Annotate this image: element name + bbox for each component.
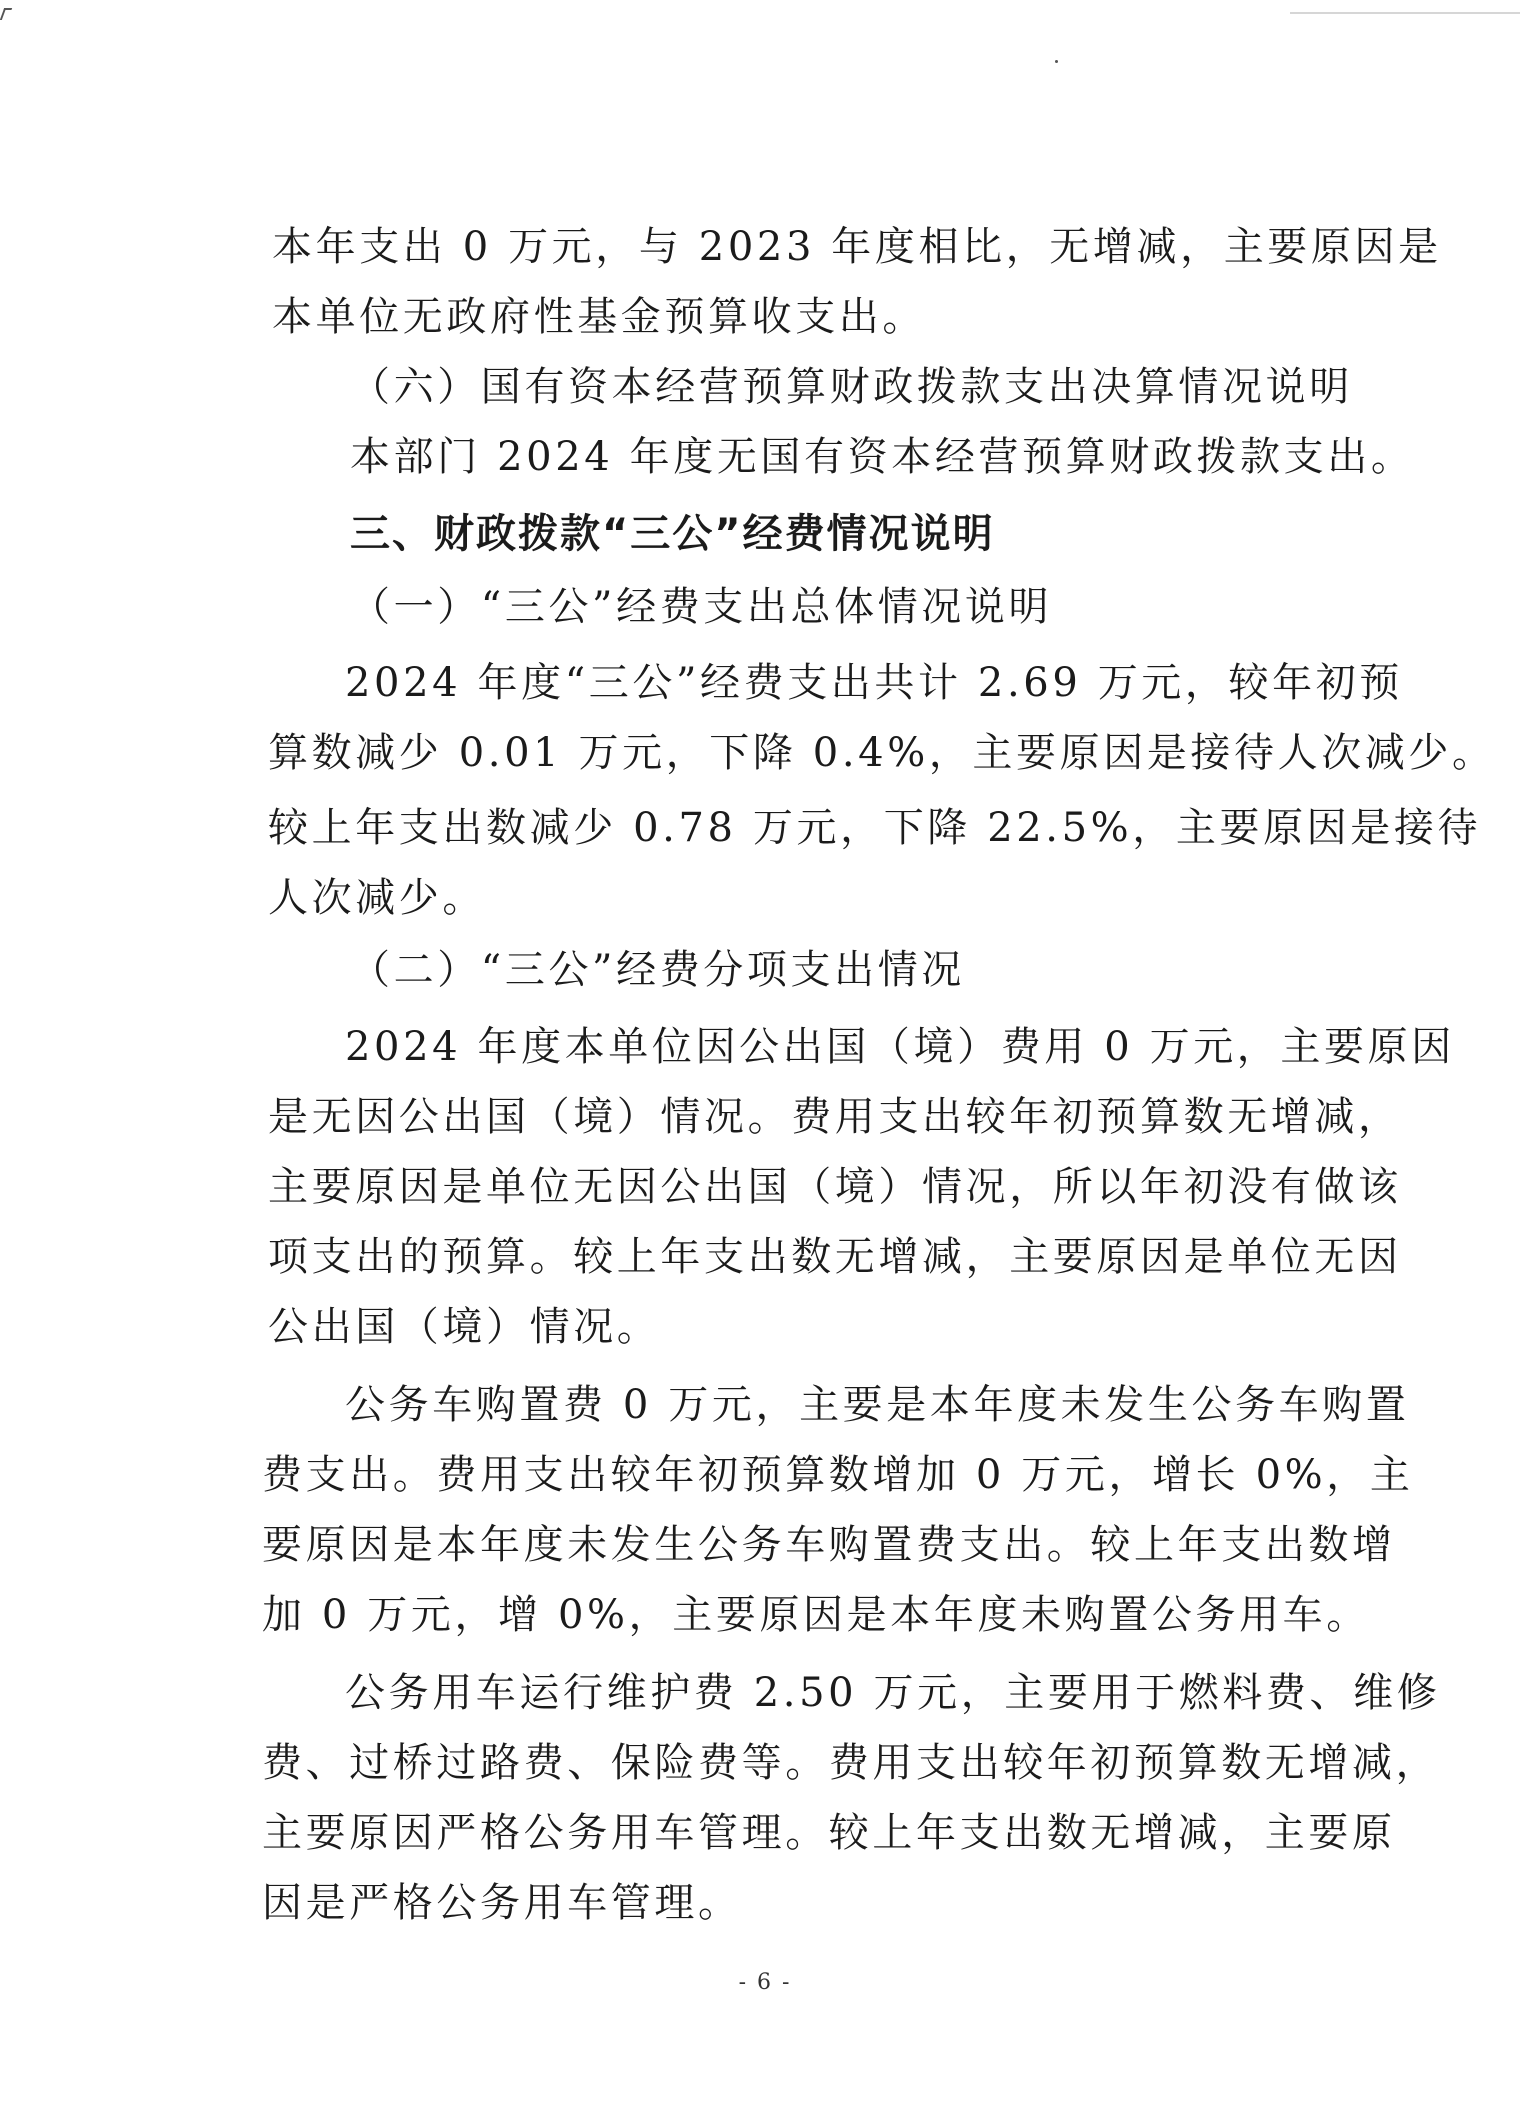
text-line-18: 费支出。费用支出较年初预算数增加 0 万元，增长 0%，主 <box>262 1452 1414 1498</box>
text-line-22: 费、过桥过路费、保险费等。费用支出较年初预算数无增减， <box>262 1740 1440 1786</box>
text-line-24: 因是严格公务用车管理。 <box>262 1880 742 1926</box>
scan-speck <box>1055 60 1058 63</box>
text-line-16: 公出国（境）情况。 <box>268 1304 661 1350</box>
text-line-17: 公务车购置费 0 万元，主要是本年度未发生公务车购置 <box>345 1382 1410 1428</box>
text-line-14: 主要原因是单位无因公出国（境）情况，所以年初没有做该 <box>268 1164 1402 1210</box>
text-line-4: 本部门 2024 年度无国有资本经营预算财政拨款支出。 <box>350 434 1415 480</box>
section-heading-6: （六）国有资本经营预算财政拨款支出决算情况说明 <box>350 364 1353 410</box>
chapter-heading-3: 三、财政拨款“三公”经费情况说明 <box>350 511 995 557</box>
text-line-23: 主要原因严格公务用车管理。较上年支出数无增减，主要原 <box>262 1810 1396 1856</box>
text-line-8: 算数减少 0.01 万元，下降 0.4%，主要原因是接待人次减少。 <box>268 730 1496 776</box>
text-line-10: 人次减少。 <box>268 875 486 921</box>
section-heading-2: （二）“三公”经费分项支出情况 <box>350 947 965 993</box>
text-line-12: 2024 年度本单位因公出国（境）费用 0 万元，主要原因 <box>345 1024 1455 1070</box>
text-line-19: 要原因是本年度未发生公务车购置费支出。较上年支出数增 <box>262 1522 1396 1568</box>
text-line-7: 2024 年度“三公”经费支出共计 2.69 万元，较年初预 <box>345 660 1403 706</box>
text-line-20: 加 0 万元，增 0%，主要原因是本年度未购置公务用车。 <box>262 1592 1370 1638</box>
section-heading-1: （一）“三公”经费支出总体情况说明 <box>350 584 1053 630</box>
text-line-9: 较上年支出数减少 0.78 万元，下降 22.5%，主要原因是接待 <box>268 805 1482 851</box>
scan-mark <box>0 8 12 20</box>
text-line-15: 项支出的预算。较上年支出数无增减，主要原因是单位无因 <box>268 1234 1402 1280</box>
text-line-21: 公务用车运行维护费 2.50 万元，主要用于燃料费、维修 <box>345 1670 1441 1716</box>
text-line-2: 本单位无政府性基金预算收支出。 <box>272 294 926 340</box>
page-number: - 6 - <box>738 1970 792 1995</box>
text-line-1: 本年支出 0 万元，与 2023 年度相比，无增减，主要原因是 <box>272 224 1442 270</box>
scan-edge-line <box>1290 12 1520 14</box>
text-line-13: 是无因公出国（境）情况。费用支出较年初预算数无增减， <box>268 1094 1402 1140</box>
